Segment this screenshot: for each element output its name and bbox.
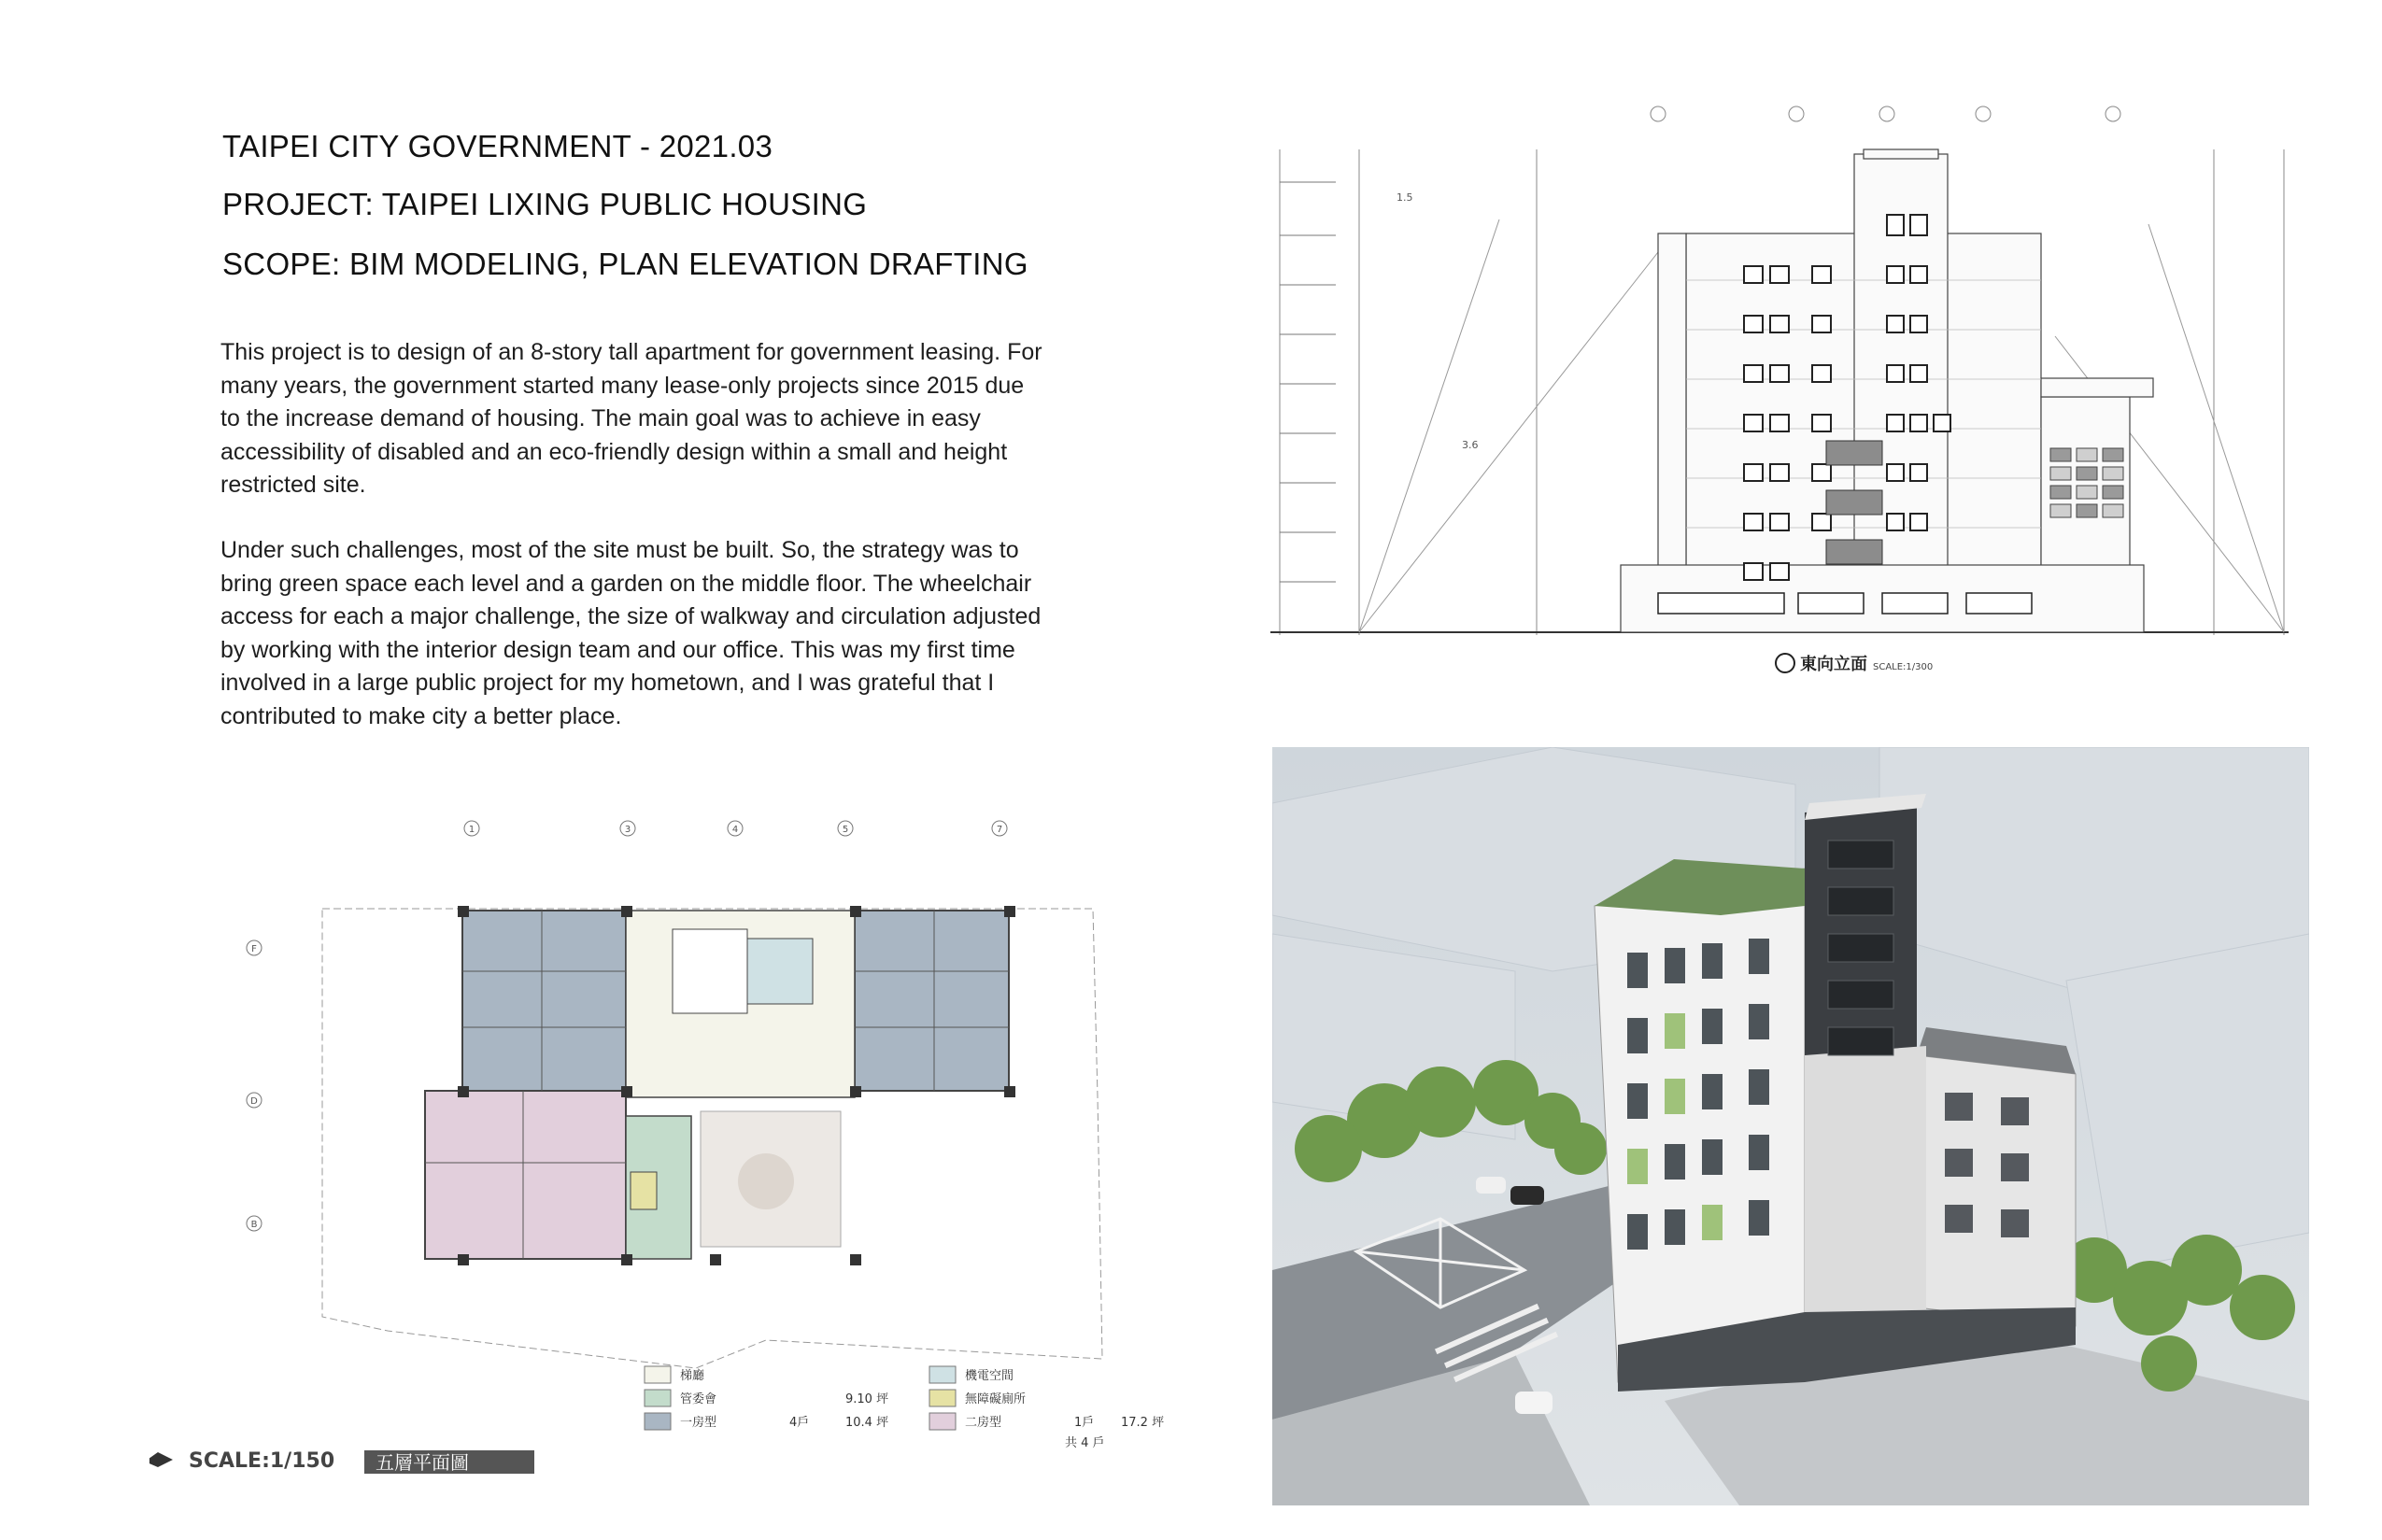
elevation-ratio-label-b: 3.6 [1462,439,1479,451]
two-room-area: 17.2 坪 [1121,1416,1165,1430]
one-room-area-a: 9.10 坪 [845,1392,889,1406]
north-arrow-icon [149,1452,173,1467]
legend-label-one-room: 一房型 [680,1416,717,1430]
plan-grid-label: 5 [842,825,849,835]
legend-label-two-room: 二房型 [965,1416,1002,1430]
elevation-scale: SCALE:1/300 [1873,662,1934,672]
plan-grid-label: 7 [996,825,1003,835]
legend-swatch-management [645,1390,671,1406]
elevation-ratio-label-a: 1.5 [1397,191,1413,204]
description-paragraph-2: Under such challenges, most of the site must be built. So, the strategy was to bring green space each level and a garden on the middle floor. The wheelchair access for each a major challenge, the size of walkway and circulation adjusted by working with the interior design team and our office. This was my first time involved in a large public project for my hometown, and I was grateful that I contributed to make city a better place. [220,537,1042,729]
plan-grid-label: D [250,1096,258,1107]
plan-grid-label: 3 [624,825,631,835]
legend-label-management: 管委會 [680,1392,717,1406]
legend-swatch-accessible-toilet [929,1390,956,1406]
legend-swatch-lobby [645,1366,671,1383]
header-scope: SCOPE: BIM MODELING, PLAN ELEVATION DRAFTING [222,247,1028,281]
header-project: PROJECT: TAIPEI LIXING PUBLIC HOUSING [222,187,868,221]
legend-swatch-two-room [929,1413,956,1430]
plan-scale-label: SCALE:1/150 [189,1449,335,1473]
description-paragraph-1: This project is to design of an 8-story tall apartment for government leasing. For many years, the government started many lease-only projects since 2015 due to the increase demand of housing. The main goal was to achieve in easy accessibility of disabled and an eco-friendly design within a small and height restricted site. [220,339,1042,498]
building-3d-render [1272,747,2309,1505]
elevation-title: 東向立面 [1800,655,1867,674]
legend-swatch-one-room [645,1413,671,1430]
plan-grid-label: 1 [468,825,475,835]
east-elevation-drawing [1266,93,2293,691]
plan-title: 五層平面圖 [376,1451,469,1474]
total-units: 共 4 戶 [1065,1436,1105,1450]
header-organization-date: TAIPEI CITY GOVERNMENT - 2021.03 [222,129,773,163]
one-room-area-b: 10.4 坪 [845,1416,889,1430]
legend-swatch-mechanical [929,1366,956,1383]
one-room-units: 4戶 [789,1416,810,1430]
fifth-floor-plan [149,808,1205,1494]
legend-label-accessible-toilet: 無障礙廁所 [965,1392,1027,1406]
legend-label-lobby: 梯廳 [680,1369,705,1383]
plan-grid-label: B [250,1220,258,1230]
plan-grid-label: F [251,944,257,954]
plan-grid-label: 4 [731,825,739,835]
two-room-units: 1戶 [1074,1416,1095,1430]
legend-label-mechanical: 機電空間 [965,1369,1014,1383]
